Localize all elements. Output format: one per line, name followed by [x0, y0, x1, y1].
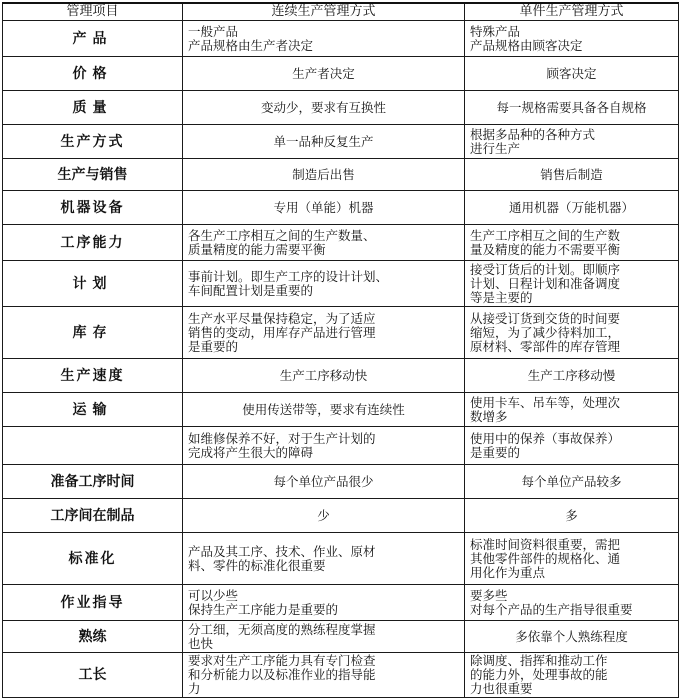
management-item-cell: 生产速度 — [3, 359, 183, 393]
single-production-cell: 生产工序移动慢 — [465, 359, 679, 393]
comparison-table — [2, 2, 679, 698]
header-management-item: 管理项目 — [3, 3, 183, 21]
continuous-production-cell: 专用（单能）机器 — [183, 191, 465, 225]
continuous-production-cell: 生产水平尽量保持稳定，为了适应 销售的变动，用库存产品进行管理 是重要的 — [183, 307, 465, 359]
management-item-cell: 作业指导 — [3, 585, 183, 621]
table-row — [3, 21, 679, 57]
management-item-cell: 工序间在制品 — [3, 499, 183, 533]
table-row — [3, 159, 679, 191]
table-row — [3, 653, 679, 698]
table-row — [3, 191, 679, 225]
management-item-cell: 计划 — [3, 261, 183, 307]
continuous-production-cell: 制造后出售 — [183, 159, 465, 191]
management-item-cell: 准备工序时间 — [3, 465, 183, 499]
management-item-cell: 生产方式 — [3, 125, 183, 159]
continuous-production-cell: 如维修保养不好，对于生产计划的 完成将产生很大的障碍 — [183, 427, 465, 465]
single-production-cell: 销售后制造 — [465, 159, 679, 191]
single-production-cell: 生产工序相互之间的生产数 量及精度的能力不需要平衡 — [465, 225, 679, 261]
header-single-production: 单件生产管理方式 — [465, 3, 679, 21]
management-item-cell: 产品 — [3, 21, 183, 57]
table-row — [3, 225, 679, 261]
document-page — [2, 2, 678, 696]
continuous-production-cell: 单一品种反复生产 — [183, 125, 465, 159]
single-production-cell: 顾客决定 — [465, 57, 679, 91]
continuous-production-cell: 一般产品 产品规格由生产者决定 — [183, 21, 465, 57]
single-production-cell: 使用卡车、吊车等，处理次 数增多 — [465, 393, 679, 427]
single-production-cell: 每个单位产品较多 — [465, 465, 679, 499]
table-row — [3, 499, 679, 533]
single-production-cell: 除调度、指挥和推动工作 的能力外，处理事故的能 力也很重要 — [465, 653, 679, 698]
single-production-cell: 标准时间资料很重要，需把 其他零件部件的规格化、通 用化作为重点 — [465, 533, 679, 585]
continuous-production-cell: 各生产工序相互之间的生产数量、 质量精度的能力需要平衡 — [183, 225, 465, 261]
table-row — [3, 621, 679, 653]
single-production-cell: 通用机器（万能机器） — [465, 191, 679, 225]
table-header-row — [3, 3, 679, 21]
management-item-cell: 工序能力 — [3, 225, 183, 261]
single-production-cell: 要多些 对每个产品的生产指导很重要 — [465, 585, 679, 621]
table-row — [3, 57, 679, 91]
management-item-cell — [3, 427, 183, 465]
continuous-production-cell: 变动少，要求有互换性 — [183, 91, 465, 125]
single-production-cell: 特殊产品 产品规格由顾客决定 — [465, 21, 679, 57]
management-item-cell: 运输 — [3, 393, 183, 427]
table-row — [3, 91, 679, 125]
table-row — [3, 359, 679, 393]
continuous-production-cell: 少 — [183, 499, 465, 533]
continuous-production-cell: 每个单位产品很少 — [183, 465, 465, 499]
continuous-production-cell: 可以少些 保持生产工序能力是重要的 — [183, 585, 465, 621]
header-continuous-production: 连续生产管理方式 — [183, 3, 465, 21]
management-item-cell: 价格 — [3, 57, 183, 91]
continuous-production-cell: 分工细，无须高度的熟练程度掌握 也快 — [183, 621, 465, 653]
table-row — [3, 393, 679, 427]
continuous-production-cell: 要求对生产工序能力具有专门检查 和分析能力以及标准作业的指导能 力 — [183, 653, 465, 698]
table-row — [3, 533, 679, 585]
management-item-cell: 标准化 — [3, 533, 183, 585]
table-row — [3, 427, 679, 465]
single-production-cell: 根据多品种的各种方式 进行生产 — [465, 125, 679, 159]
continuous-production-cell: 事前计划。即生产工序的设计计划、 车间配置计划是重要的 — [183, 261, 465, 307]
table-row — [3, 465, 679, 499]
single-production-cell: 多 — [465, 499, 679, 533]
management-item-cell: 质量 — [3, 91, 183, 125]
table-row — [3, 261, 679, 307]
table-row — [3, 585, 679, 621]
single-production-cell: 每一规格需要具备各自规格 — [465, 91, 679, 125]
management-item-cell: 工长 — [3, 653, 183, 698]
management-item-cell: 熟练 — [3, 621, 183, 653]
management-item-cell: 机器设备 — [3, 191, 183, 225]
table-row — [3, 125, 679, 159]
single-production-cell: 接受订货后的计划。即顺序 计划、日程计划和准备调度 等是主要的 — [465, 261, 679, 307]
table-row — [3, 307, 679, 359]
management-item-cell: 生产与销售 — [3, 159, 183, 191]
management-item-cell: 库存 — [3, 307, 183, 359]
continuous-production-cell: 生产者决定 — [183, 57, 465, 91]
single-production-cell: 多依靠个人熟练程度 — [465, 621, 679, 653]
continuous-production-cell: 产品及其工序、技术、作业、原材 料、零件的标准化很重要 — [183, 533, 465, 585]
continuous-production-cell: 生产工序移动快 — [183, 359, 465, 393]
single-production-cell: 从接受订货到交货的时间要 缩短，为了减少待料加工， 原材料、零部件的库存管理 — [465, 307, 679, 359]
continuous-production-cell: 使用传送带等，要求有连续性 — [183, 393, 465, 427]
single-production-cell: 使用中的保养（事故保养） 是重要的 — [465, 427, 679, 465]
